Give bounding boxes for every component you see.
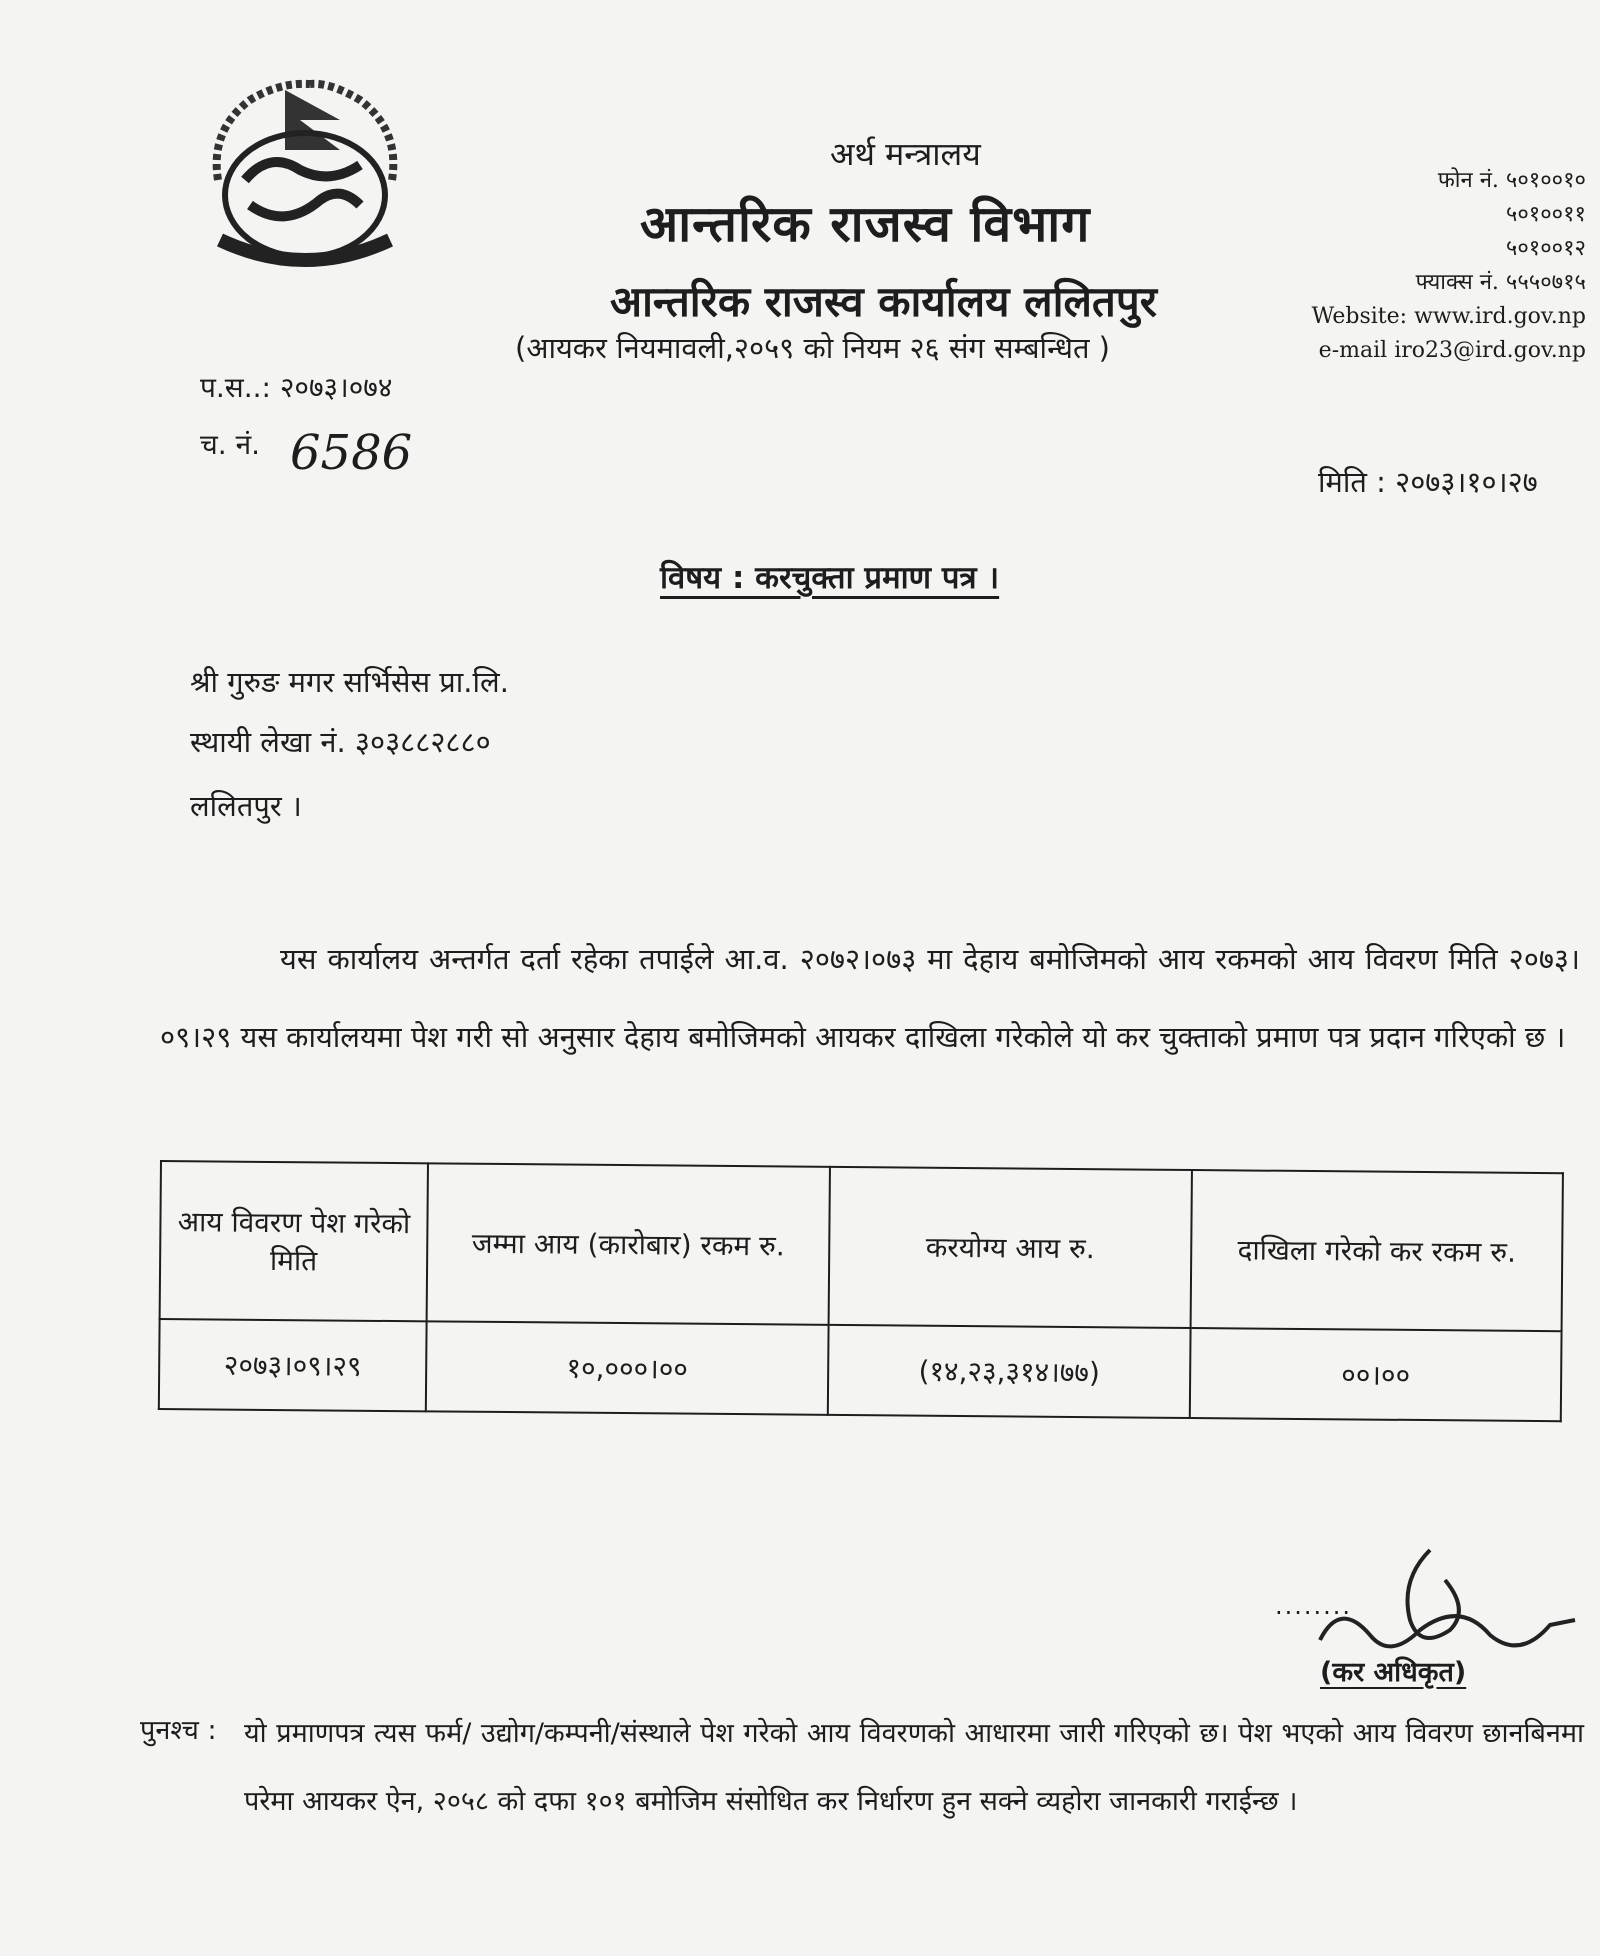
signature-line: ........ bbox=[1275, 1592, 1353, 1620]
tax-table bbox=[158, 1160, 1564, 1422]
addressee-name: श्री गुरुङ मगर सर्भिसेस प्रा.लि. bbox=[190, 665, 509, 699]
phone-number: ५०१००१० bbox=[1505, 168, 1586, 193]
addressee-pan: स्थायी लेखा नं. ३०३८८२८८० bbox=[190, 725, 491, 759]
date-label: मिति : bbox=[1318, 465, 1386, 499]
table-cell: २०७३।०९।२९ bbox=[159, 1319, 427, 1411]
dispatch-label: च. नं. bbox=[200, 428, 261, 461]
office-name: आन्तरिक राजस्व कार्यालय ललितपुर bbox=[610, 277, 1157, 326]
body-paragraph: यस कार्यालय अन्तर्गत दर्ता रहेका तपाईले आ.व. २०७२।०७३ मा देहाय बमोजिमको आय रकमको आय विवरण मिति २०७३।०९।२९ यस कार्यालयमा पेश गरी सो अनुसार देहाय बमोजिमको आयकर दाखिला गरेकोले यो कर चुक्ताको प्रमाण पत्र प्रदान गरिएको छ । bbox=[160, 942, 1580, 1054]
email-label: e-mail bbox=[1318, 338, 1388, 363]
postscript-label: पुनश्च : bbox=[140, 1715, 217, 1746]
table-row bbox=[159, 1319, 1562, 1421]
table-cell: १०,०००।०० bbox=[426, 1321, 829, 1415]
contact-block bbox=[1312, 164, 1586, 368]
email-link[interactable]: iro23@ird.gov.np bbox=[1394, 338, 1586, 363]
table-header: दाखिला गरेको कर रकम रु. bbox=[1191, 1170, 1563, 1331]
fax-label: फ्याक्स नं. bbox=[1415, 270, 1499, 295]
phone-label: फोन नं. bbox=[1437, 168, 1499, 193]
phone-number: ५०१००१२ bbox=[1505, 236, 1586, 261]
ps-label: प.स..: bbox=[200, 371, 271, 404]
rule-reference: (आयकर नियमावली,२०५९ को नियम २६ संग सम्बन्धित ) bbox=[515, 331, 1111, 365]
table-cell: (१४,२३,३१४।७७) bbox=[828, 1325, 1191, 1418]
website-link[interactable]: www.ird.gov.np bbox=[1414, 304, 1586, 329]
phone-number: ५०१००११ bbox=[1505, 202, 1586, 227]
postscript-text: यो प्रमाणपत्र त्यस फर्म/ उद्योग/कम्पनी/संस्थाले पेश गरेको आय विवरणको आधारमा जारी गरिएको छ। पेश भएको आय विवरण छानबिनमा परेमा आयकर ऐन, २०५८ को दफा १०१ बमोजिम संसोधित कर निर्धारण हुन सक्ने व्यहोरा जानकारी गराईन्छ । bbox=[244, 1718, 1584, 1817]
addressee-location: ललितपुर । bbox=[190, 789, 302, 823]
website-label: Website: bbox=[1311, 304, 1408, 329]
issue-date bbox=[1318, 462, 1538, 501]
date-value: २०७३।१०।२७ bbox=[1395, 465, 1538, 499]
government-emblem-icon bbox=[190, 70, 420, 290]
table-header: आय विवरण पेश गरेको मिति bbox=[160, 1161, 428, 1321]
reference-number bbox=[200, 368, 392, 406]
fax-number: ५५५०७१५ bbox=[1505, 270, 1586, 295]
department-name: आन्तरिक राजस्व विभाग bbox=[640, 195, 1091, 253]
ministry-name: अर्थ मन्त्रालय bbox=[830, 135, 981, 173]
table-header: करयोग्य आय रु. bbox=[829, 1167, 1192, 1328]
subject-line: विषय : करचुक्ता प्रमाण पत्र । bbox=[660, 560, 1000, 596]
dispatch-number: 6586 bbox=[290, 425, 413, 481]
table-header-row bbox=[160, 1161, 1563, 1331]
officer-title: (कर अधिकृत) bbox=[1320, 1657, 1467, 1688]
table-cell: ००।०० bbox=[1190, 1328, 1562, 1421]
ps-value: २०७३।०७४ bbox=[279, 371, 393, 404]
table-header: जम्मा आय (कारोबार) रकम रु. bbox=[427, 1163, 830, 1325]
